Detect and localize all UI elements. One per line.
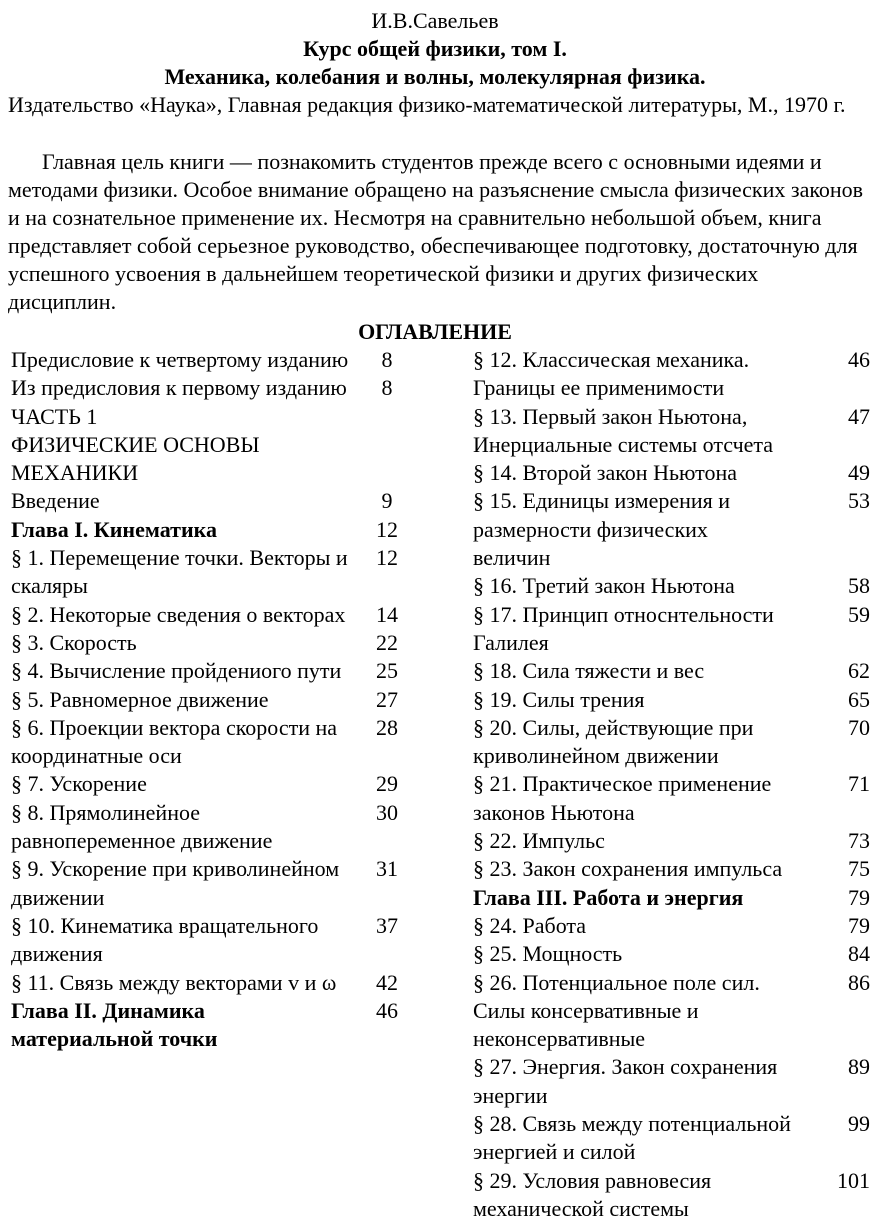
toc-entry-title: § 14. Второй закон Ньютона (473, 460, 737, 486)
toc-entry-page: 46 (376, 997, 398, 1023)
toc-entry[interactable] (11, 403, 411, 431)
toc-entry-title: § 4. Вычисление пройдениого пути (11, 658, 342, 684)
toc-entry-page: 59 (848, 601, 870, 627)
toc-entry-page: 71 (848, 771, 870, 797)
toc-entry-title: § 3. Скорость (11, 629, 137, 655)
toc-entry-title: ЧАСТЬ 1 (11, 403, 98, 429)
toc-entry-page: 46 (848, 347, 870, 372)
toc-entry-title: Предисловие к четвертому изданию (11, 347, 349, 372)
toc-entry-title: § 24. Работа (473, 912, 587, 938)
toc-entry-page: 47 (848, 403, 870, 429)
toc-entry-title: § 1. Перемещение точки. Векторы и скаляры (11, 545, 348, 599)
toc-entry-title: Введение (11, 488, 100, 514)
toc-entry[interactable] (473, 855, 870, 883)
toc-entry-title: Глава III. Работа и энергия (473, 884, 744, 910)
toc-entry[interactable] (473, 1167, 870, 1224)
toc-entry-page: 8 (381, 375, 393, 401)
toc-entry[interactable] (11, 601, 411, 629)
toc-entry[interactable] (11, 657, 411, 685)
toc-right-column (473, 346, 870, 1223)
toc-entry[interactable] (11, 855, 411, 912)
toc-entry-page: 49 (848, 460, 870, 486)
toc-entry[interactable] (473, 487, 870, 572)
toc-entry-title: § 12. Классическая механика. Границы ее применимости (473, 347, 750, 401)
toc-entry-title: § 26. Потенциальное поле сил. Силы консервативные и неконсервативные (473, 969, 760, 1052)
publisher-info: Издательство «Наука», Главная редакция физико-математической литературы, М., 1970 г. (8, 92, 846, 117)
toc-entry-page: 42 (376, 969, 398, 995)
toc-entry[interactable] (473, 827, 870, 855)
book-title: Курс общей физики, том I. (303, 36, 567, 61)
toc-entry-page: 86 (848, 969, 870, 995)
toc-entry[interactable] (473, 714, 870, 771)
toc-entry-page: 70 (848, 714, 870, 740)
toc-entry-title: Глава II. Динамика материальной точки (11, 997, 218, 1052)
toc-entry-page: 30 (376, 799, 398, 825)
toc-entry-title: § 11. Связь между векторами v и ω (11, 969, 337, 995)
toc-entry[interactable] (11, 431, 411, 488)
toc-entry[interactable] (473, 940, 870, 968)
toc-entry[interactable] (473, 1110, 870, 1167)
toc-entry-title: § 25. Мощность (473, 941, 623, 967)
toc-entry-title: ФИЗИЧЕСКИЕ ОСНОВЫ МЕХАНИКИ (11, 431, 260, 486)
toc-entry-title: § 22. Импульс (473, 828, 605, 854)
toc-entry[interactable] (473, 969, 870, 1054)
toc-entry-page: 89 (848, 1054, 870, 1080)
toc-entry-page: 12 (376, 516, 398, 542)
toc-entry-title: § 28. Связь между потенциальной энергией и силой (473, 1111, 791, 1165)
toc-entry-page: 65 (848, 686, 870, 712)
toc-entry-page: 37 (376, 912, 398, 938)
toc-entry-page: 27 (376, 686, 398, 712)
toc-entry[interactable] (473, 403, 870, 460)
toc-entry-title: § 23. Закон сохранения импульса (473, 856, 783, 882)
toc-entry-title: § 20. Силы, действующие при криволинейном движении (473, 714, 754, 769)
toc-entry-title: § 5. Равномерное движение (11, 686, 269, 712)
toc-entry-title: § 19. Силы трения (473, 686, 645, 712)
toc-entry-page: 79 (848, 912, 870, 938)
toc-entry[interactable] (11, 912, 411, 969)
toc-entry-title: § 13. Первый закон Ньютона, Инерциальные системы отсчета (473, 403, 774, 457)
toc-entry-title: § 6. Проекции вектора скорости на координатные оси (11, 714, 338, 769)
toc-entry[interactable] (11, 770, 411, 798)
toc-entry-page: 62 (848, 658, 870, 684)
toc-entry-page: 8 (381, 347, 393, 372)
toc-entry-page: 99 (848, 1111, 870, 1137)
toc-heading: ОГЛАВЛЕНИЕ (358, 319, 512, 344)
toc-entry-page: 75 (848, 856, 870, 882)
toc-entry-title: § 29. Условия равновесия механической системы (473, 1167, 712, 1221)
book-annotation: Главная цель книги — познакомить студентов прежде всего с основными идеями и методами физики. Особое внимание обращено на разъяснение смысла физических законов и на сознательное применение их. Несмотря на сравнительно небольшой объем, книга представляет собой серьезное руководство, обеспечивающее подготовку, достаточную для успешного усвоения в дальнейшем теоретической физики и других физических дисциплин. (8, 149, 864, 314)
toc-entry-page: 14 (376, 601, 398, 627)
toc-entry-title: Из предисловия к первому изданию (11, 375, 347, 401)
toc-entry-title: § 8. Прямолинейное равнопеременное движение (11, 799, 273, 854)
toc-left-column (11, 346, 411, 1053)
toc-entry-page: 53 (848, 488, 870, 514)
toc-entry[interactable] (11, 346, 411, 374)
toc-entry-title: § 21. Практическое применение законов Ньютона (473, 771, 772, 825)
toc-entry-page: 25 (376, 658, 398, 684)
toc-entry[interactable] (473, 346, 870, 403)
toc-entry[interactable] (11, 799, 411, 856)
toc-entry[interactable] (473, 686, 870, 714)
toc-entry-title: § 17. Принцип относнтельности Галилея (473, 601, 774, 655)
toc-chapter[interactable] (11, 516, 411, 544)
toc-entry[interactable] (11, 686, 411, 714)
toc-entry[interactable] (473, 1053, 870, 1110)
toc-entry-title: § 16. Третий закон Ньютона (473, 573, 735, 599)
toc-entry[interactable] (11, 374, 411, 402)
toc-entry[interactable] (11, 487, 411, 515)
toc-entry[interactable] (473, 657, 870, 685)
toc-entry[interactable] (11, 969, 411, 997)
toc-entry-page: 84 (848, 941, 870, 967)
toc-entry-title: Глава I. Кинематика (11, 516, 217, 542)
book-subtitle: Механика, колебания и волны, молекулярная физика. (164, 64, 706, 89)
toc-entry[interactable] (11, 544, 411, 601)
toc-entry-page: 12 (376, 545, 398, 571)
toc-entry-page: 9 (381, 488, 393, 514)
toc-entry-title: § 9. Ускорение при криволинейном движении (11, 856, 340, 910)
toc-entry-page: 101 (837, 1167, 870, 1193)
toc-entry[interactable] (473, 572, 870, 600)
toc-entry-title: § 15. Единицы измерения и размерности физических величин (473, 488, 731, 571)
author: И.В.Савельев (371, 8, 499, 33)
toc-entry-page: 58 (848, 573, 870, 599)
toc-entry[interactable] (11, 714, 411, 771)
toc-entry-title: § 27. Энергия. Закон сохранения энергии (473, 1054, 778, 1108)
toc-entry-page: 73 (848, 828, 870, 854)
toc-chapter[interactable] (11, 997, 411, 1054)
toc-entry[interactable] (473, 912, 870, 940)
toc-entry[interactable] (11, 629, 411, 657)
toc-entry-page: 29 (376, 771, 398, 797)
toc-entry-title: § 7. Ускорение (11, 771, 147, 797)
toc-chapter[interactable] (473, 884, 870, 912)
toc-entry-page: 22 (376, 629, 398, 655)
toc-entry-page: 31 (376, 856, 398, 882)
toc-entry-page: 79 (848, 884, 870, 910)
toc-entry-title: § 18. Сила тяжести и вес (473, 658, 705, 684)
toc-entry-title: § 10. Кинематика вращательного движения (11, 912, 319, 967)
toc-entry[interactable] (473, 770, 870, 827)
toc-entry[interactable] (473, 459, 870, 487)
toc-entry-title: § 2. Некоторые сведения о векторах (11, 601, 346, 627)
toc-entry[interactable] (473, 601, 870, 658)
toc-entry-page: 28 (376, 714, 398, 740)
